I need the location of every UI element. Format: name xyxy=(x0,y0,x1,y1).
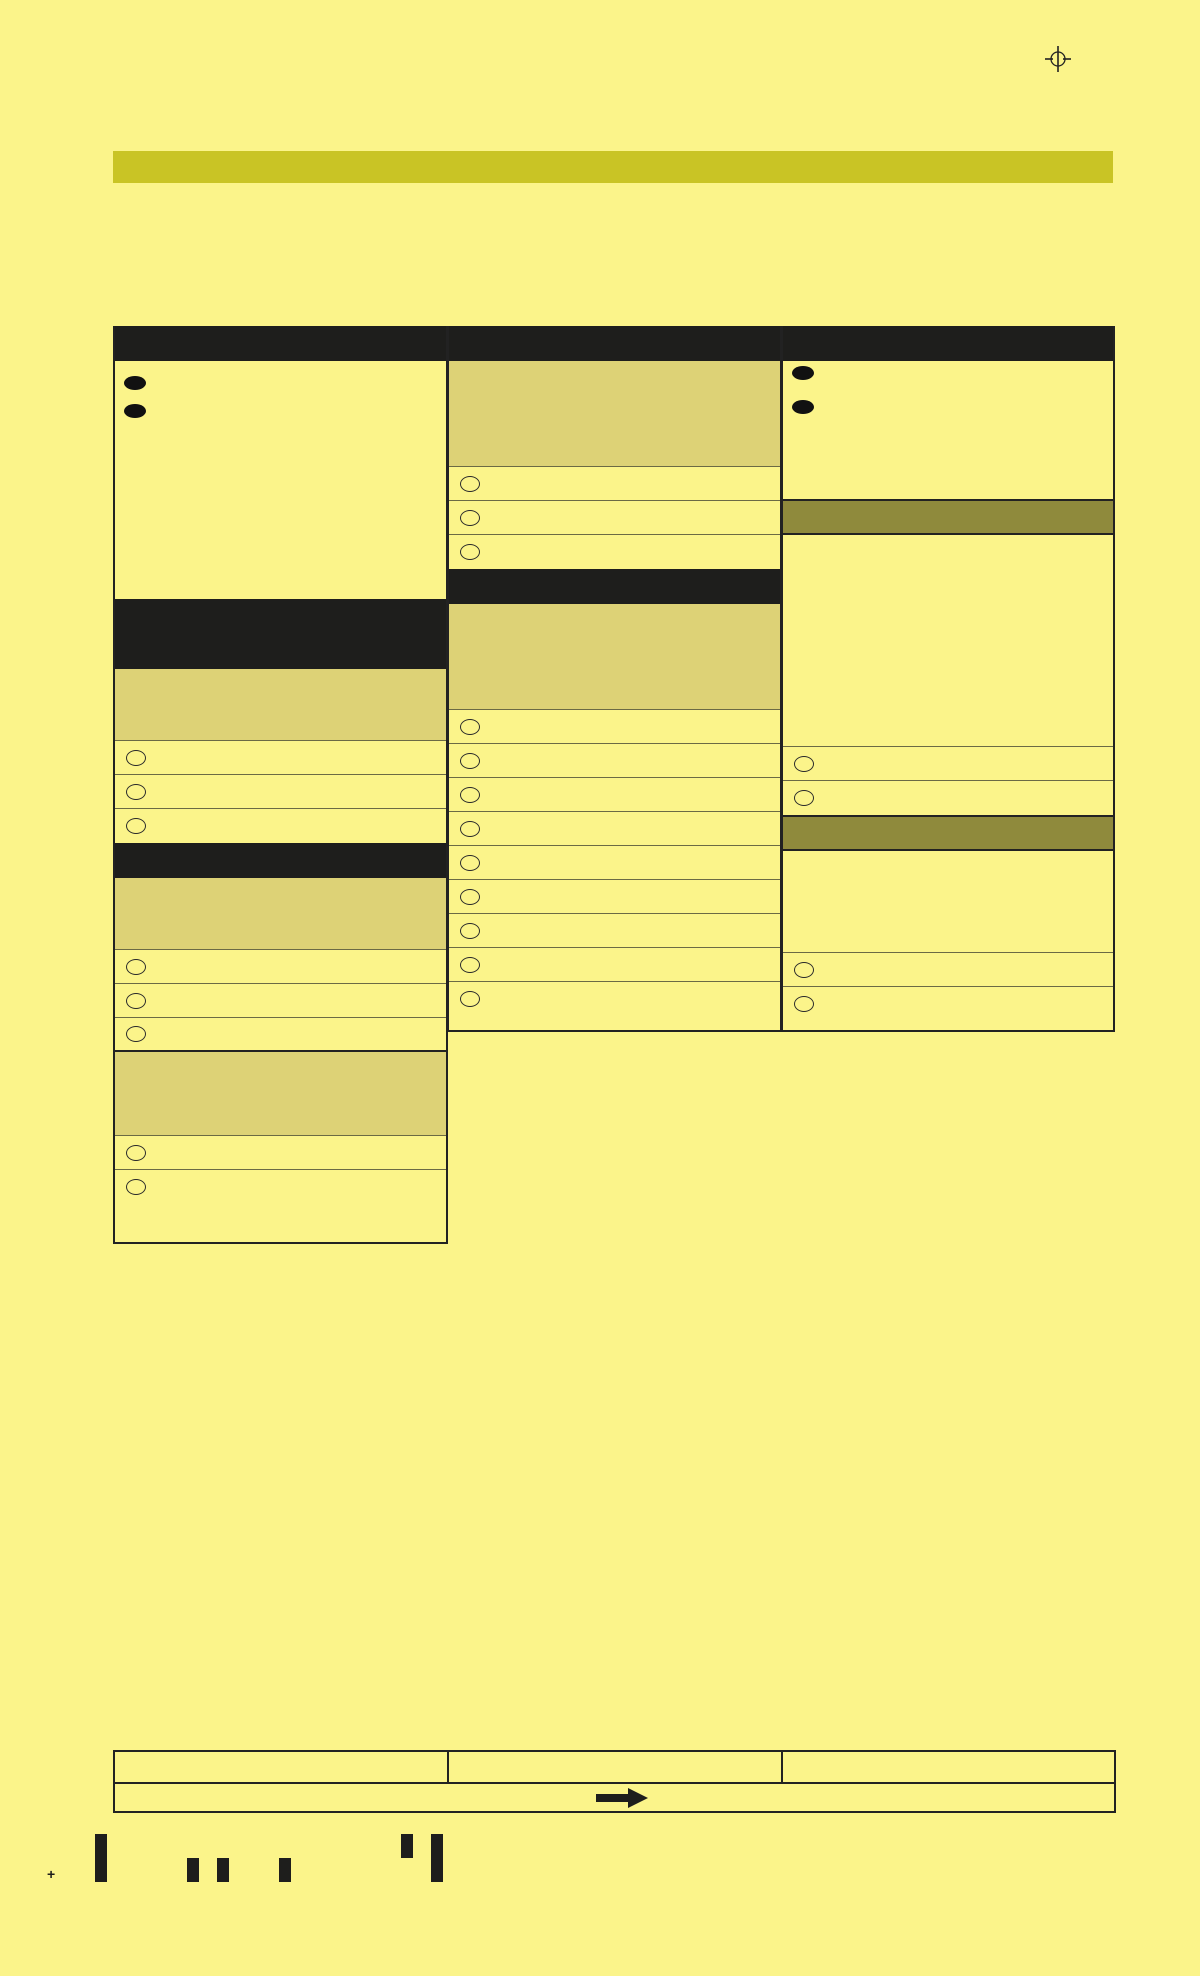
alderperson-contest-header xyxy=(449,361,780,467)
oval-icon[interactable] xyxy=(794,962,814,978)
filled-oval-icon xyxy=(124,404,146,418)
referendum-instructions xyxy=(783,361,1113,499)
column-1 xyxy=(113,326,448,1244)
code-bar xyxy=(217,1858,229,1882)
oval-icon[interactable] xyxy=(126,1145,146,1161)
code-bar xyxy=(431,1834,443,1882)
option-write-in[interactable] xyxy=(449,982,780,1016)
school-board-contest-header xyxy=(449,604,780,710)
school-board-options xyxy=(449,710,780,1016)
option-kecia-king[interactable] xyxy=(449,812,780,846)
oval-icon[interactable] xyxy=(126,959,146,975)
option-steven-badger[interactable] xyxy=(449,501,780,535)
oval-icon[interactable] xyxy=(460,544,480,560)
oval-icon[interactable] xyxy=(460,855,480,871)
superintendent-contest-header xyxy=(115,669,446,741)
column-3 xyxy=(781,326,1115,1032)
state-question-options xyxy=(783,747,1113,815)
code-bar xyxy=(401,1834,413,1858)
oval-icon[interactable] xyxy=(460,719,480,735)
referendum-section-header xyxy=(783,326,1113,361)
option-todd-kasper[interactable] xyxy=(449,778,780,812)
page-note xyxy=(115,1784,1114,1813)
judicial-section-header xyxy=(115,843,446,878)
school-district-section-header xyxy=(449,569,780,604)
oval-icon[interactable] xyxy=(126,993,146,1009)
oval-icon[interactable] xyxy=(794,790,814,806)
municipal-section-header xyxy=(449,326,780,361)
option-write-in[interactable] xyxy=(449,535,780,569)
instruction-yes xyxy=(789,364,1107,384)
option-yes[interactable] xyxy=(783,953,1113,987)
continue-note-column-3 xyxy=(783,1752,1114,1782)
oval-icon[interactable] xyxy=(460,821,480,837)
municipal-question xyxy=(783,851,1113,953)
oval-icon[interactable] xyxy=(460,510,480,526)
option-dave-hottenstein[interactable] xyxy=(449,846,780,880)
option-write-in[interactable] xyxy=(115,1170,446,1204)
instruction-write-in xyxy=(121,402,440,422)
supreme-court-contest-header xyxy=(115,878,446,950)
code-bar xyxy=(187,1858,199,1882)
option-brad-schimel[interactable] xyxy=(115,950,446,984)
oval-icon[interactable] xyxy=(460,889,480,905)
state-subsection-header xyxy=(783,499,1113,535)
oval-icon[interactable] xyxy=(460,753,480,769)
oval-icon[interactable] xyxy=(126,784,146,800)
superintendent-options xyxy=(115,741,446,843)
oval-icon[interactable] xyxy=(126,750,146,766)
state-question-1 xyxy=(783,535,1113,747)
option-jill-wiederholt[interactable] xyxy=(449,880,780,914)
municipal-subsection-header xyxy=(783,815,1113,851)
option-write-in[interactable] xyxy=(449,914,780,948)
oval-icon[interactable] xyxy=(460,787,480,803)
option-susan-crawford[interactable] xyxy=(115,984,446,1018)
option-jill-underly[interactable] xyxy=(115,775,446,809)
oval-icon[interactable] xyxy=(126,1179,146,1195)
oval-icon[interactable] xyxy=(126,818,146,834)
oval-icon[interactable] xyxy=(794,996,814,1012)
option-yes[interactable] xyxy=(783,747,1113,781)
ballot-id-band xyxy=(113,151,1113,183)
code-bar xyxy=(279,1858,291,1882)
option-no[interactable] xyxy=(783,781,1113,815)
instruction-no xyxy=(789,398,1107,418)
oval-icon[interactable] xyxy=(794,756,814,772)
oval-icon[interactable] xyxy=(460,476,480,492)
ballot-footer xyxy=(113,1750,1116,1813)
oval-icon[interactable] xyxy=(460,957,480,973)
general-instructions xyxy=(115,361,446,599)
registration-crosshair-icon xyxy=(1044,45,1072,73)
supreme-court-options xyxy=(115,950,446,1052)
alderperson-options xyxy=(449,467,780,569)
option-write-in[interactable] xyxy=(449,948,780,982)
oval-icon[interactable] xyxy=(460,991,480,1007)
option-write-in[interactable] xyxy=(115,809,446,843)
appeals-court-contest-header xyxy=(115,1052,446,1136)
column-2 xyxy=(447,326,782,1032)
filled-oval-icon xyxy=(792,366,814,380)
option-ben-grossman[interactable] xyxy=(449,744,780,778)
code-bar xyxy=(95,1834,107,1882)
option-lynne-parrott[interactable] xyxy=(449,467,780,501)
option-jennifer-nashold[interactable] xyxy=(115,1136,446,1170)
filled-oval-icon xyxy=(792,400,814,414)
arrow-right-icon xyxy=(596,1788,648,1808)
continue-note-column-1 xyxy=(115,1752,449,1782)
instruction-fill-oval xyxy=(121,374,440,394)
option-write-in[interactable] xyxy=(115,1018,446,1052)
continue-note-column-2 xyxy=(449,1752,783,1782)
option-no[interactable] xyxy=(783,987,1113,1021)
option-betsy-ralph-tollefson[interactable] xyxy=(449,710,780,744)
superintendent-section-header xyxy=(115,599,446,669)
oval-icon[interactable] xyxy=(460,923,480,939)
municipal-question-options xyxy=(783,953,1113,1021)
general-instructions-header xyxy=(115,326,446,361)
filled-oval-icon xyxy=(124,376,146,390)
plus-mark: + xyxy=(47,1866,56,1882)
appeals-court-options xyxy=(115,1136,446,1204)
oval-icon[interactable] xyxy=(126,1026,146,1042)
option-brittany-kinser[interactable] xyxy=(115,741,446,775)
